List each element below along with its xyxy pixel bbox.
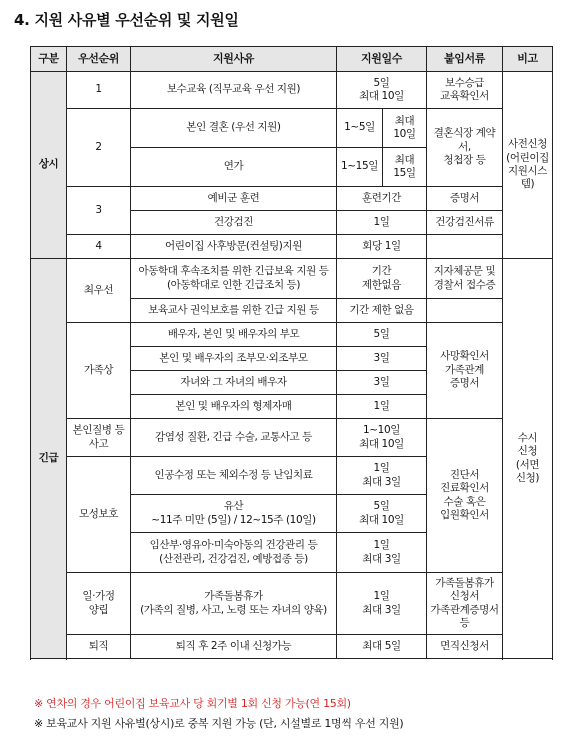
- days-cell: 3일: [337, 347, 427, 371]
- table-row: [31, 419, 553, 457]
- category-regular: 상시: [31, 72, 67, 259]
- docs-cell: 건강검진서류: [427, 211, 503, 235]
- table-row: [31, 72, 553, 109]
- priority-cell: 퇴직: [67, 635, 131, 659]
- days-cell: 1~5일: [337, 109, 383, 148]
- note-regular: 사전신청 (어린이집 지원시스템): [503, 72, 553, 259]
- days-cell: 회당 1일: [337, 235, 427, 259]
- header-note: 비고: [503, 47, 553, 72]
- reason-cell: 본인 및 배우자의 조부모·외조부모: [131, 347, 337, 371]
- docs-cell: 가족돌봄휴가 신청서 가족관계증명서 등: [427, 573, 503, 635]
- header-category: 구분: [31, 47, 67, 72]
- table-row: [31, 573, 553, 635]
- priority-cell: 2: [67, 109, 131, 187]
- reason-cell: 보육교사 권익보호를 위한 긴급 지원 등: [131, 299, 337, 323]
- docs-cell: [427, 235, 503, 259]
- table-row: [31, 109, 553, 148]
- docs-cell: [427, 299, 503, 323]
- days-cell: 3일: [337, 371, 427, 395]
- table-row: [31, 323, 553, 347]
- reason-cell: 어린이집 사후방문(컨설팅)지원: [131, 235, 337, 259]
- reason-cell: 임산부·영유아·미숙아동의 건강관리 등 (산전관리, 건강검진, 예방접종 등): [131, 533, 337, 573]
- table-row: [31, 235, 553, 259]
- footnote-duplicate: ※ 보육교사 지원 사유별(상시)로 중복 지원 가능 (단, 시설별로 1명씩 우선 지원): [34, 717, 404, 730]
- table-header-row: [31, 47, 553, 72]
- reason-cell: 자녀와 그 자녀의 배우자: [131, 371, 337, 395]
- days-cell: 5일: [337, 323, 427, 347]
- days-max-cell: 최대 15일: [383, 148, 427, 187]
- reason-cell: 연가: [131, 148, 337, 187]
- priority-cell: 최우선: [67, 259, 131, 323]
- docs-cell: 사망확인서 가족관계 증명서: [427, 323, 503, 419]
- priority-cell: 3: [67, 187, 131, 235]
- reason-cell: 퇴직 후 2주 이내 신청가능: [131, 635, 337, 659]
- reason-cell: 아동학대 후속조치를 위한 긴급보육 지원 등 (아동학대로 인한 긴급조치 등): [131, 259, 337, 299]
- days-cell: 1일: [337, 211, 427, 235]
- reason-cell: 예비군 훈련: [131, 187, 337, 211]
- reason-cell: 보수교육 (직무교육 우선 지원): [131, 72, 337, 109]
- section-title: 4. 지원 사유별 우선순위 및 지원일: [14, 11, 239, 29]
- table-row: [31, 635, 553, 659]
- footnotes: [34, 694, 403, 734]
- days-cell: 5일 최대 10일: [337, 72, 427, 109]
- days-cell: 기간 제한 없음: [337, 299, 427, 323]
- header-priority: 우선순위: [67, 47, 131, 72]
- priority-cell: 일·가정 양립: [67, 573, 131, 635]
- days-max-cell: 최대 10일: [383, 109, 427, 148]
- table-row: [31, 187, 553, 211]
- priority-cell: 1: [67, 72, 131, 109]
- reason-cell: 감염성 질환, 긴급 수술, 교통사고 등: [131, 419, 337, 457]
- priority-cell: 가족상: [67, 323, 131, 419]
- days-cell: 최대 5일: [337, 635, 427, 659]
- reason-cell: 본인 및 배우자의 형제자매: [131, 395, 337, 419]
- reason-cell: 본인 결혼 (우선 지원): [131, 109, 337, 148]
- header-days: 지원일수: [337, 47, 427, 72]
- category-urgent: 긴급: [31, 259, 67, 659]
- note-urgent: 수시 신청 (서면 신청): [503, 259, 553, 659]
- header-docs: 붙임서류: [427, 47, 503, 72]
- reason-cell: 가족돌봄휴가 (가족의 질병, 사고, 노령 또는 자녀의 양육): [131, 573, 337, 635]
- days-cell: 1일 최대 3일: [337, 457, 427, 495]
- docs-cell: 증명서: [427, 187, 503, 211]
- days-cell: 1~10일 최대 10일: [337, 419, 427, 457]
- table-row: [31, 259, 553, 299]
- reason-cell: 배우자, 본인 및 배우자의 부모: [131, 323, 337, 347]
- days-cell: 1일 최대 3일: [337, 573, 427, 635]
- docs-cell: 진단서 진료확인서 수술 혹은 입원확인서: [427, 419, 503, 573]
- footnote-annual-leave: ※ 연차의 경우 어린이집 보육교사 당 회기별 1회 신청 가능(연 15회): [34, 697, 351, 710]
- reason-cell: 건강검진: [131, 211, 337, 235]
- priority-table: [30, 46, 553, 659]
- docs-cell: 면직신청서: [427, 635, 503, 659]
- days-cell: 기간 제한없음: [337, 259, 427, 299]
- priority-cell: 본인질병 등 사고: [67, 419, 131, 457]
- reason-cell: 인공수정 또는 체외수정 등 난임치료: [131, 457, 337, 495]
- docs-cell: 결혼식장 계약서, 청첩장 등: [427, 109, 503, 187]
- priority-cell: 모성보호: [67, 457, 131, 573]
- days-cell: 1일 최대 3일: [337, 533, 427, 573]
- days-cell: 훈련기간: [337, 187, 427, 211]
- reason-cell: 유산 ~11주 미만 (5일) / 12~15주 (10일): [131, 495, 337, 533]
- header-reason: 지원사유: [131, 47, 337, 72]
- days-cell: 1~15일: [337, 148, 383, 187]
- days-cell: 1일: [337, 395, 427, 419]
- priority-cell: 4: [67, 235, 131, 259]
- days-cell: 5일 최대 10일: [337, 495, 427, 533]
- docs-cell: 지자체공문 및 경찰서 접수증: [427, 259, 503, 299]
- docs-cell: 보수승급 교육확인서: [427, 72, 503, 109]
